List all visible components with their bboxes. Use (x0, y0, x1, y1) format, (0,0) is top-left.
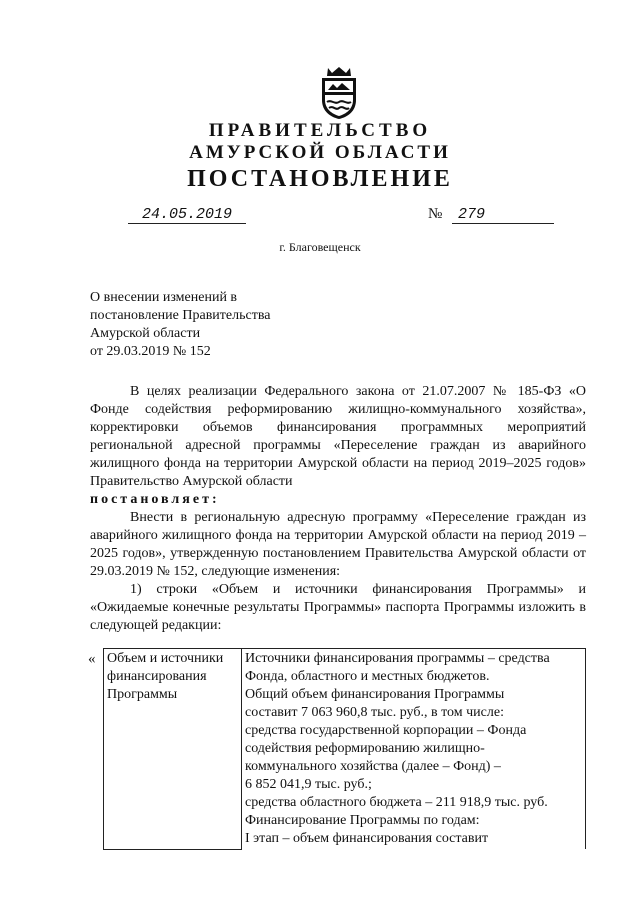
value-line: составит 7 063 960,8 тыс. руб., в том числе: (245, 705, 504, 720)
paragraph-item-1: 1) строки «Объем и источники финансирования Программы» и «Ожидаемые конечные результаты Программы» паспорта Программы изложить в следующей редакции: (90, 582, 586, 633)
value-line: 6 852 041,9 тыс. руб.; (245, 777, 372, 792)
document-body (90, 383, 586, 635)
value-line: коммунального хозяйства (далее – Фонд) – (245, 759, 501, 774)
subject-line: О внесении изменений в (90, 290, 238, 305)
label-line: Программы (107, 687, 178, 702)
value-line: Общий объем финансирования Программы (245, 687, 505, 702)
document-number: 279 (452, 207, 554, 224)
postanovlyaet-keyword: постановляет: (90, 492, 220, 507)
authority-name-line1: ПРАВИТЕЛЬСТВО (208, 120, 432, 141)
label-line: финансирования (107, 669, 207, 684)
value-line: средства областного бюджета – 211 918,9 тыс. руб. (245, 795, 548, 810)
amur-region-coat-of-arms-icon (318, 64, 360, 120)
subject-line: Амурской области (90, 326, 201, 341)
value-line: содействия реформированию жилищно- (245, 741, 485, 756)
row-label-cell (104, 649, 242, 850)
value-line: средства государственной корпорации – Фонда (245, 723, 527, 738)
document-type-title: ПОСТАНОВЛЕНИЕ (187, 166, 453, 192)
number-label: № (428, 206, 443, 222)
value-line: Финансирование Программы по годам: (245, 813, 480, 828)
document-date: 24.05.2019 (128, 207, 246, 224)
row-value-cell (242, 649, 586, 850)
subject-line: постановление Правительства (90, 308, 271, 323)
city-line: г. Благовещенск (279, 240, 361, 254)
value-line: I этап – объем финансирования составит (245, 831, 489, 846)
label-line: Объем и источники (107, 651, 224, 666)
preamble-paragraph: В целях реализации Федерального закона от 21.07.2007 № 185-ФЗ «О Фонде содействия реформированию жилищно-коммунального хозяйства», корректировки объемов финансирования программных мероприятий региональной адресной программы «Переселение граждан из аварийного жилищного фонда на территории Амурской области на период 2019–2025 годов» Правительство Амурской области (90, 384, 586, 489)
document-subject (90, 289, 270, 361)
opening-quote: « (88, 651, 96, 667)
authority-name-line2: АМУРСКОЙ ОБЛАСТИ (189, 142, 451, 163)
program-passport-table (103, 648, 586, 850)
table-row (104, 649, 586, 850)
value-line: Фонда, областного и местных бюджетов. (245, 669, 490, 684)
value-line: Источники финансирования программы – средства (245, 651, 550, 666)
subject-line: от 29.03.2019 № 152 (90, 344, 211, 359)
paragraph-amendment-intro: Внести в региональную адресную программу «Переселение граждан из аварийного жилищного фонда на территории Амурской области на период 2019 – 2025 годов», утвержденную постановлением Правительства Амурской области от 29.03.2019 № 152, следующие изменения: (90, 510, 586, 579)
